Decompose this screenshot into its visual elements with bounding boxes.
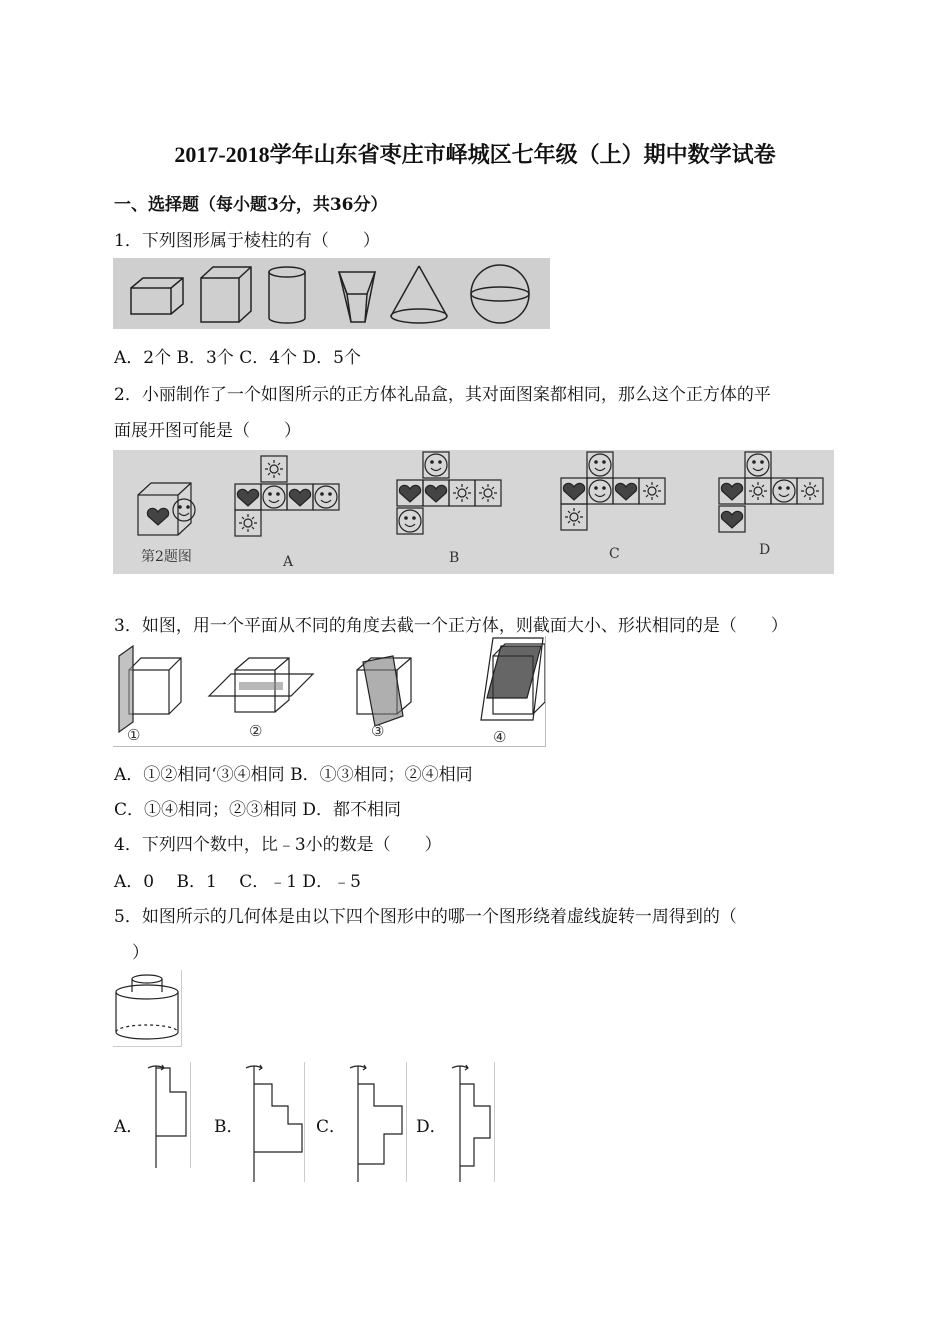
net-b [397, 452, 501, 534]
q5-choice-a-figure [142, 1062, 191, 1168]
cone-shape [391, 266, 447, 323]
q4-stem: 4．下列四个数中，比﹣3小的数是（ ） [114, 835, 442, 855]
q5-choice-c-label: C． [316, 1117, 347, 1137]
sphere-shape [471, 265, 529, 323]
cut-label-3: ③ [371, 722, 385, 740]
cut-cube-4 [481, 638, 545, 720]
q5-choice-a-label: A． [114, 1117, 144, 1137]
q5-stem-line1: 5．如图所示的几何体是由以下四个图形中的哪一个图形绕着虚线旋转一周得到的（ [114, 907, 737, 927]
q2-figure-caption: 第2题图 [141, 549, 192, 565]
section-heading: 一、选择题（每小题3分，共36分） [114, 195, 388, 215]
cylinder-shape [269, 267, 305, 323]
page-title: 2017-2018学年山东省枣庄市峄城区七年级（上）期中数学试卷 [174, 142, 776, 167]
q1-shapes-figure [113, 258, 550, 329]
q5-choice-c-figure [344, 1062, 407, 1182]
q3-stem: 3．如图，用一个平面从不同的角度去截一个正方体，则截面大小、形状相同的是（ ） [114, 616, 788, 636]
q5-choice-b-figure [240, 1062, 305, 1182]
cut-label-1: ① [127, 726, 141, 744]
q5-solid-figure [113, 970, 182, 1047]
q1-stem: 1．下列图形属于棱柱的有（ ） [114, 231, 380, 251]
q5-choice-d-figure [444, 1062, 495, 1182]
q2-nets-figure [113, 450, 834, 574]
net-c-label: C [609, 546, 620, 562]
gift-cube-figure [138, 483, 195, 535]
cube-shape [201, 267, 251, 322]
q4-options: A．0 B．1 C．﹣1 D．﹣5 [114, 872, 361, 892]
cuboid-shape [131, 278, 183, 314]
q5-stem-line2: ） [132, 943, 149, 963]
q3-options-line2: C．①④相同；②③相同 D．都不相同 [114, 800, 402, 820]
cut-cube-2 [209, 658, 313, 712]
cut-label-2: ② [249, 722, 263, 740]
cut-label-4: ④ [493, 728, 507, 746]
net-c [561, 452, 665, 530]
q1-options: A．2个 B．3个 C．4个 D．5个 [114, 348, 361, 368]
net-d [719, 452, 823, 532]
q5-choice-d-label: D． [416, 1117, 447, 1137]
net-d-label: D [759, 542, 771, 558]
net-b-label: B [449, 550, 460, 566]
q3-cross-section-figure [113, 636, 546, 747]
cut-cube-1 [119, 646, 181, 732]
q2-stem-line2: 面展开图可能是（ ） [114, 421, 301, 441]
net-a [235, 456, 339, 536]
net-a-label: A [283, 554, 294, 570]
q2-stem-line1: 2．小丽制作了一个如图所示的正方体礼品盒，其对面图案都相同，那么这个正方体的平 [114, 385, 771, 405]
cut-cube-3 [357, 656, 411, 726]
q3-options-line1: A．①②相同‘③④相同 B．①③相同；②④相同 [114, 765, 473, 785]
q5-choice-b-label: B． [214, 1117, 244, 1137]
frustum-shape [339, 272, 375, 322]
